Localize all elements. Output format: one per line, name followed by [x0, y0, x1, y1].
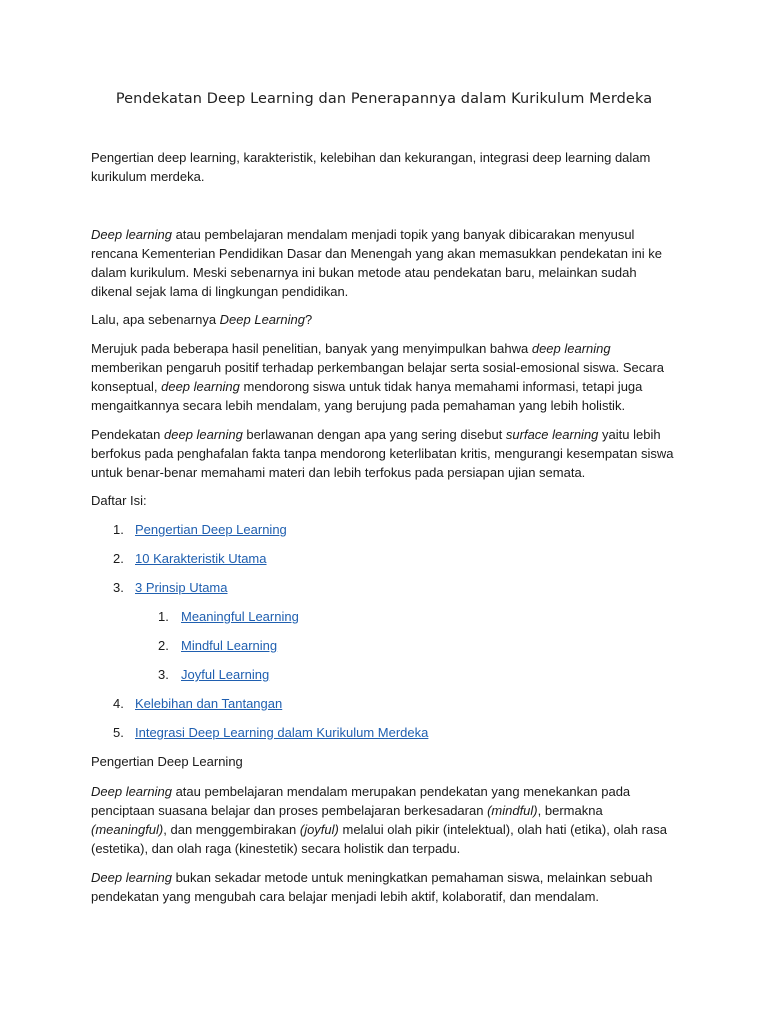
toc-number: 1.	[158, 609, 169, 624]
toc-link-joyful[interactable]: Joyful Learning	[181, 667, 270, 682]
approach-paragraph: Deep learning bukan sekadar metode untuk meningkatkan pemahaman siswa, melainkan sebuah pendekatan yang mengubah cara belajar menjadi lebih aktif, kolaboratif, dan mendalam.	[91, 870, 653, 904]
emphasis: Deep Learning	[219, 312, 305, 327]
intro-paragraph: Deep learning atau pembelajaran mendalam menjadi topik yang banyak dibicarakan menyusul rencana Kementerian Pendidikan Dasar dan Menengah yang akan memasukkan pendekatan ini ke dalam kurikulum. Meski sebenarnya ini bukan metode atau pendekatan baru, melainkan sudah dikenal sejak lama di lingkungan pendidikan.	[91, 227, 662, 299]
emphasis: deep learning	[164, 427, 243, 442]
toc-number: 2.	[158, 638, 169, 653]
emphasis: (joyful)	[299, 822, 339, 837]
toc-link-kelebihan[interactable]: Kelebihan dan Tantangan	[135, 696, 283, 711]
definition-paragraph: Deep learning atau pembelajaran mendalam merupakan pendekatan yang menekankan pada penciptaan suasana belajar dan proses pembelajaran berkesadaran (mindful), bermakna (meaningful), dan menggembirakan (joyful) melalui olah pikir (intelektual), olah hati (etika), olah rasa (estetika), dan olah raga (kinestetik) secara holistik dan terpadu.	[91, 784, 667, 856]
emphasis: Deep learning	[91, 784, 172, 799]
toc-number: 3.	[113, 580, 124, 595]
toc-number: 5.	[113, 725, 124, 740]
emphasis: deep learning	[531, 341, 611, 356]
contrast-paragraph: Pendekatan deep learning berlawanan dengan apa yang sering disebut surface learning yaitu lebih berfokus pada penghafalan fakta tanpa mendorong keterlibatan kritis, mengurangi kesempatan siswa untuk benar-benar memahami materi dan lebih terfokus pada persiapan ujian semata.	[91, 427, 674, 480]
toc-link-meaningful[interactable]: Meaningful Learning	[181, 609, 299, 624]
toc-number: 2.	[113, 551, 124, 566]
toc-heading: Daftar Isi:	[91, 493, 147, 508]
toc-link-mindful[interactable]: Mindful Learning	[181, 638, 278, 653]
emphasis: (mindful)	[487, 803, 538, 818]
emphasis: deep learning	[161, 379, 240, 394]
question-paragraph: Lalu, apa sebenarnya Deep Learning?	[91, 312, 313, 327]
summary-paragraph: Pengertian deep learning, karakteristik, kelebihan dan kekurangan, integrasi deep learning dalam kurikulum merdeka.	[91, 150, 651, 184]
document-title: Pendekatan Deep Learning dan Penerapannya dalam Kurikulum Merdeka	[115, 91, 653, 107]
emphasis: surface learning	[505, 427, 599, 442]
emphasis: Deep learning	[91, 227, 172, 242]
toc-link-integrasi[interactable]: Integrasi Deep Learning dalam Kurikulum Merdeka	[135, 725, 429, 740]
research-paragraph: Merujuk pada beberapa hasil penelitian, banyak yang menyimpulkan bahwa deep learning memberikan pengaruh positif terhadap perkembangan belajar serta sosial-emosional siswa. Secara konseptual, deep learning mendorong siswa untuk tidak hanya memahami informasi, tetapi juga mengaitkannya secara lebih mendalam, yang berujung pada pemahaman yang lebih holistik.	[91, 341, 665, 413]
toc-number: 4.	[113, 696, 124, 711]
emphasis: (meaningful)	[91, 822, 164, 837]
emphasis: Deep learning	[91, 870, 172, 885]
toc-number: 1.	[113, 522, 124, 537]
toc-link-pengertian[interactable]: Pengertian Deep Learning	[135, 522, 287, 537]
section-heading: Pengertian Deep Learning	[91, 754, 243, 769]
toc-number: 3.	[158, 667, 169, 682]
toc-link-prinsip[interactable]: 3 Prinsip Utama	[135, 580, 228, 595]
toc-link-karakteristik[interactable]: 10 Karakteristik Utama	[135, 551, 267, 566]
